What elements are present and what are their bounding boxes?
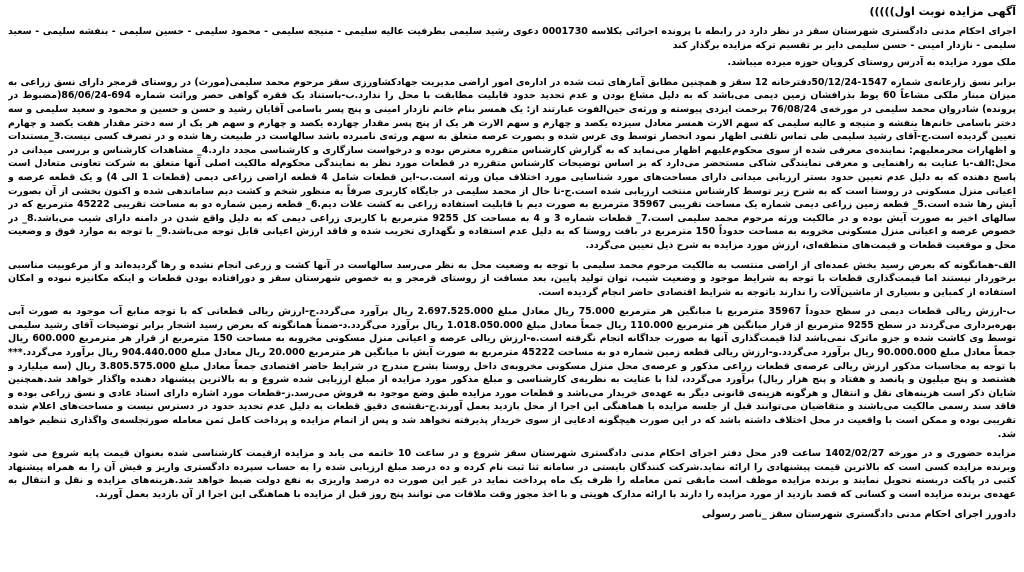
auction-notice bbox=[8, 4, 1016, 568]
property-address-paragraph: ملک مورد مزایده به آدرس روستای کرویان حوزه میرده میباشد. bbox=[727, 57, 1016, 69]
expert-report-paragraph: برابر نسق زارعانه‌ی شماره 1547-50/12/24دفترخانه 12 سقز و همچنین مطابق آمارهای ثبت شده در اداره‌ی امور اراضی مدیریت جهادکشاورزی سقز مرحوم محمد سلیمی(مورث) در روستای قرمجر دارای نسق زراعی به میزان مبنار ملکی مشاعاً 60 یوط بذرافشان زمین دیمی می‌باشد که به دلیل مشاع بودن و عدم تحدید حدود قابلیت مطابقت با محل را ندارد.ب-باستناد یک فقره گواهی حصر وراثت شماره 694-86/06/24(مضبوط در پرونده) شادروان محمد سلیمی در مورخه‌ی 76/08/24 برحمت ایزدی پیوسته و ورثه‌ی حین‌الفوت عبارتند از: یک همسر بنام خانم نازدار امینی و پنج پسر باسامی آقایان رشید و حسن و حسین و محمود و سعید سلیمی و سه دختر باسامی خانم‌ها بنفشه و منیجه و عالیه سلیمی که سهم الارث همسر معادل سیزده یکصد و چهارم و سهم الارث هر یک از پنج پسر مقدار چهارده یکصد و چهارم و سهم هر یک از سه دختر مقدار هفت یکصد و چهارم تعیین گردیده است.ج-آقای رشید سلیمی طی تماس تلفنی اظهار نمود انحصار توسط وی غرس شده و بصورت عرصه متعلق به سهم ورثه‌ی نامبرده باشد سالهاست در طبیعت رها شده و در تصرف کسی نیست.3_مستندات و اظهارات محرمعلیهم: نماینده‌ی معرفی شده از سوی محکوم‌علیهم اظهار می‌نماید که به گزارش کارشناس متقرره معترض بوده و درخواست سازگاری و کارشناسی مجدد دارد.4_ مشاهدات کارشناس و بررسی میدانی در محل:الف-با عنایت به راهنمایی و معرفی نمایندگی شاکی مستحضر می‌دارد که بر اساس توضیحات کارشناس متقرره در قطعات مورد نظر به نمایندگی محکوم‌له مالکیت اصلی آنها متعلق به شرکت تعاونی متعادل است پاسخ دهنده که به دلیل عدم تعیین حدود بستر ارزیابی میدانی دارای مساحت‌های مورد شناسایی مورد اختلاف میان ورثه است.ب-این قطعات شامل 4 قطعه اراضی زراعی دیمی (قطعات 1 الی 4) و یک قطعه عرصه و اعیانی منزل مسکونی در روستا است که به شرح زیر توسط کارشناس منتخب ارزیابی شده است.ج-تا حال از محمد سلیمی در جایگاه کاربری صرفاً به منظور شخم و کشت دیم ساماندهی شده و اکنون بخشی از آن بصورت آیش رها شده است.5_ قطعه زمین زراعی دیمی شماره یک مساحت تقریبی 35967 مترمربع به صورت دیم با قابلیت استفاده زراعی به کشت غلات دیم.6_ قطعه زمین شماره دو به مساحت تقریبی 45222 مترمربع که در سالهای اخیر به صورت آیش بوده و در مالکیت ورثه مرحوم محمد سلیمی است.7_ قطعات شماره 3 و 4 به مساحت کل 9255 مترمربع با کاربری زراعی دیمی که به دلیل واقع شدن در دامنه دارای شیب می‌باشد.8_ در خصوص عرصه و اعیانی منزل مسکونی مخروبه به مساحت حدوداً 150 مترمربع در بافت روستا که به دلیل عدم استفاده و نگهداری تخریب شده و فاقد ارزش اعیانی قابل توجه می‌باشد.9_ با توجه به موارد فوق و وضعیت محل و موقعیت قطعات و قیمت‌های منطقه‌ای، ارزش مورد مزایده به شرح ذیل تعیین می‌گردد. bbox=[8, 76, 1016, 251]
valuation-basis-paragraph: الف-همانگونه که بعرض رسید بخش عمده‌ای از اراضی منتسب به مالکیت مرحوم محمد سلیمی با توجه به وضعیت محل به نظر می‌رسد سالهاست در آنها کشت و زرعی انجام نشده و رها گردیده‌اند و از مرغوبیت مناسبی برخوردار نیستند اما قیمت‌گذاری قطعات با توجه به شرایط موجود و وضعیت شیب، توان تولید پایین، بعد مسافت از روستای قرمجر و به خصوص شهرستان سقز و دورافتاده بودن قطعات و اینکه مکانیزه نبوده و امکان استفاده از کمباین و بسیاری از ماشین‌آلات را ندارند باتوجه به شرایط اقتصادی حاضر انجام گردیده است. bbox=[8, 259, 1016, 298]
notice-intro-paragraph: اجرای احکام مدنی دادگستری شهرستان سقز در نظر دارد در رابطه با پرونده اجرائی بکلاسه 0001730 دعوی رشید سلیمی بطرفیت عالیه سلیمی - منیجه سلیمی - محمود سلیمی - حسین سلیمی - بنفشه سلیمی - سعید سلیمی - نازدار امینی - حسن سلیمی دایر بر تقسیم ترکه مزایده برگذار کند bbox=[8, 26, 1016, 51]
notice-title: آگهی مزایده نوبت اول))))) bbox=[869, 5, 1016, 18]
signature-line: دادورز اجرای احکام مدنی دادگستری شهرستان سقز _ناصر رسولی bbox=[701, 508, 1016, 520]
valuation-amounts-paragraph: ب-ارزش ریالی قطعات دیمی در سطح حدوداً 35967 مترمربع با مبانگین هر مترمربع 75.000 ریال معادل مبلغ 2.697.525.000 ریال برآورد می‌گردد.ج-ارزش ریالی قطعاتی که با توجه منابع آب موجود به صورت آبی بهره‌برداری می‌گردند در سطح 9255 مترمربع از قرار میانگین هر مترمربع 110.000 ریال جمعاً معادل مبلغ 1.018.050.000 ریال برآورد می‌گردد.د-ضمناً همانگونه که بعرض رسید اشجار برابر توضیحات آقای رشید سلیمی توسط وی کاشت شده و جزو ماترک نمی‌باشد لذا قیمت‌گذاری آنها به صورت جداگانه انجام نگرفته است.ه-ارزش ریالی عرصه و اعیانی منزل مسکونی مخروبه به مساحت 150 مترمربع از قرار هر مترمربع 600.000 ریال جمعاً معادل مبلغ 90.000.000 ریال برآورد می‌گردد.و-ارزش ریالی قطعه زمین شماره دو به مساحت 45222 مترمربع به صورت آیش با میانگین هر مترمربع 20.000 ریال معادل مبلغ 904.440.000 ریال برآورد می‌گردد.*** با توجه به محاسبات مذکور ارزش ریالی عرصه‌ی قطعات زراعی مذکور و عرصه‌ی محل منزل مسکونی مخروبه‌ی داخل روستا بشرح مندرج در شرایط حاضر اقتصادی جمعاً معادل مبلغ 3.805.575.000 ریال (سه میلیارد و هشتصد و پنج میلیون و پانصد و هفتاد و پنج هزار ریال) برآورد می‌گردد، لذا با عنایت به نظریه‌ی کارشناسی و مبلغ مذکور مورد مزایده از مبلغ ارزیابی شده شروع و به بالاترین پیشنهاد دهنده واگذار خواهد شد.همچنین شایان ذکر است هزینه‌های نقل و انتقال و هرگونه هزینه‌ی قانونی دیگر به عهده‌ی خریدار می‌باشد و قطعات مورد مزایده طبق وضع موجود به فروش می‌رسد.ز-قطعات مورد اشاره دارای اسناد عادی و نسق زراعی بوده و فاقد سند رسمی مالکیت می‌باشند و متقاضیان می‌توانند قبل از جلسه مزایده با هماهنگی این اجرا از محل بازدید بعمل آورند.ح-نقشه‌ی دقیق قطعات به دلیل عدم تحدید حدود در دسترس نیست و مساحت‌های اعلام شده تقریبی بوده و ممکن است با واقعیت در محل اختلاف داشته باشد که در این صورت هیچگونه ادعایی از سوی خریدار پذیرفته نخواهد شد و پس از اتمام مزایده و پرداخت کامل ثمن معامله صورتجلسه‌ی واگذاری تنظیم خواهد شد. bbox=[8, 306, 1016, 440]
auction-terms-paragraph: مزایده حضوری و در مورخه 1402/02/27 ساعت 9در محل دفتر اجرای احکام مدنی دادگستری شهرستان سقز شروع و در ساعت 10 خاتمه می یابد و مزایده ازقیمت کارشناسی شده بعنوان قیمت پایه شروع می شود وبرنده مزایده کسی است که بالاترین قیمت پیشنهادی را ارائه نماید.شرکت کنندگان بایستی در سامانه ثنا ثبت نام کرده و ده درصد مبلغ ارزیابی شده را به حساب سپرده دادگستری واریز و فیش آن را به همراه پیشنهاد کتبی در پاکت دربسته تحویل نمایند و برنده مزایده موظف است مابقی ثمن معامله را ظرف یک ماه پرداخت نماید در غیر این صورت ده درصد واریزی به نفع دولت ضبط خواهد شد.هزینه‌های مزایده و نقل و انتقال به عهده‌ی برنده مزایده است و کسانی که قصد بازدید از مورد مزایده را دارند با ارائه مدارک هویتی و با اخذ مجوز وقت ملاقات می توانند پنج روز قبل از مزایده با هماهنگی این اجرا از آن بازدید بعمل آورند. bbox=[8, 448, 1016, 500]
